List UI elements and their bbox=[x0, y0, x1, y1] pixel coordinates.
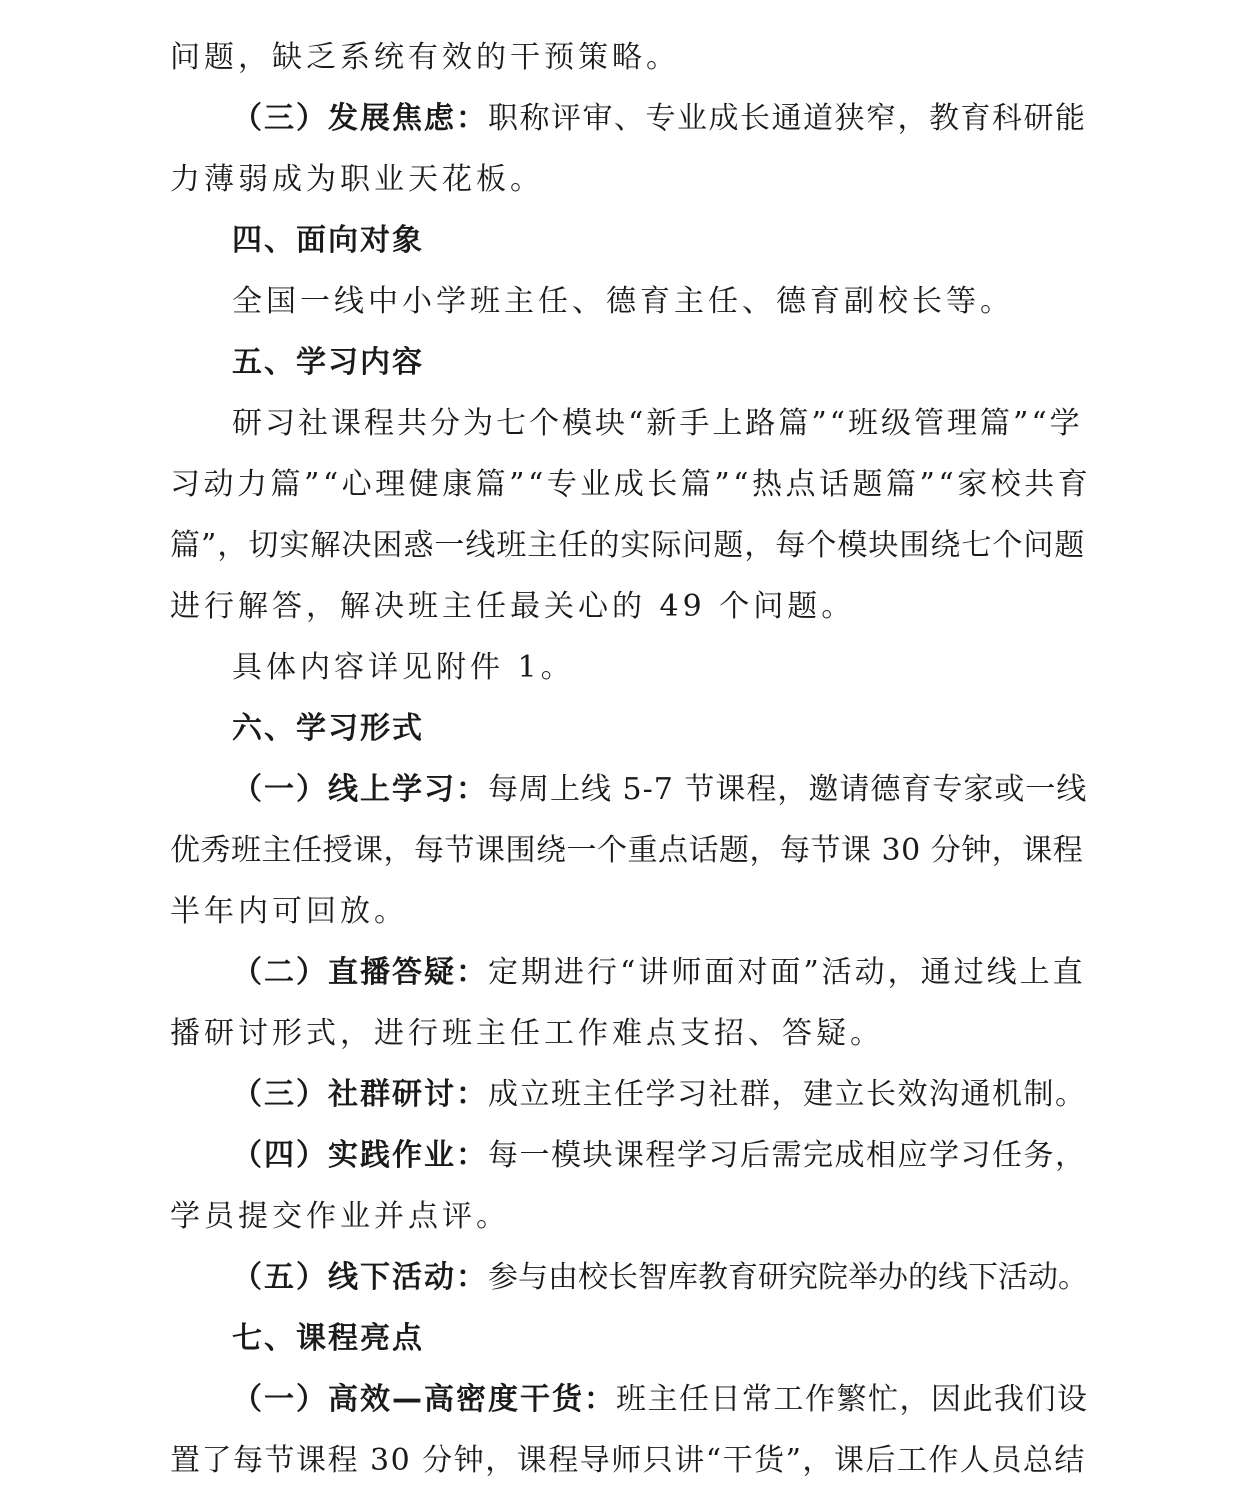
paragraph-line bbox=[170, 1194, 1090, 1240]
text: 进行解答，解决班主任最关心的 49 个问题。 bbox=[170, 589, 856, 624]
paragraph-line bbox=[170, 828, 1090, 874]
text: 播研讨形式，进行班主任工作难点支招、答疑。 bbox=[170, 1016, 884, 1051]
text: 参与由校长智库教育研究院举办的线下活动。 bbox=[488, 1260, 1088, 1295]
text: 力薄弱成为职业天花板。 bbox=[170, 162, 544, 197]
paragraph-line bbox=[232, 1072, 1090, 1118]
paragraph-line bbox=[170, 462, 1090, 508]
paragraph-line bbox=[232, 1133, 1090, 1179]
text: 职称评审、专业成长通道狭窄，教育科研能 bbox=[488, 101, 1087, 136]
text: 定期进行“讲师面对面”活动，通过线上直 bbox=[488, 955, 1086, 990]
item-label: （三）社群研讨： bbox=[232, 1077, 488, 1112]
section-heading: 七、课程亮点 bbox=[232, 1321, 424, 1356]
text: 成立班主任学习社群，建立长效沟通机制。 bbox=[488, 1077, 1087, 1112]
item-label: （二）直播答疑： bbox=[232, 955, 488, 990]
text: 半年内可回放。 bbox=[170, 894, 408, 929]
text: 具体内容详见附件 1。 bbox=[232, 650, 575, 685]
paragraph-line bbox=[170, 523, 1090, 569]
text: 每周上线 5-7 节课程，邀请德育专家或一线 bbox=[488, 772, 1088, 807]
paragraph-line bbox=[170, 1438, 1090, 1484]
paragraph-line bbox=[170, 35, 1090, 81]
section-heading: 四、面向对象 bbox=[232, 223, 424, 258]
item-label: （五）线下活动： bbox=[232, 1260, 488, 1295]
text: 每一模块课程学习后需完成相应学习任务， bbox=[488, 1138, 1087, 1173]
paragraph-line bbox=[232, 767, 1090, 813]
paragraph-line bbox=[232, 1255, 1090, 1301]
paragraph-line bbox=[170, 889, 1090, 935]
paragraph-line bbox=[232, 279, 1090, 325]
paragraph-line bbox=[170, 1011, 1090, 1057]
text: 全国一线中小学班主任、德育主任、德育副校长等。 bbox=[232, 284, 1014, 319]
item-label: （一）高效—高密度干货： bbox=[232, 1382, 616, 1417]
section-heading: 五、学习内容 bbox=[232, 345, 424, 380]
paragraph-line bbox=[232, 401, 1090, 447]
text: 问题，缺乏系统有效的干预策略。 bbox=[170, 40, 680, 75]
item-label: （四）实践作业： bbox=[232, 1138, 488, 1173]
paragraph-line bbox=[232, 96, 1090, 142]
section-heading: 六、学习形式 bbox=[232, 711, 424, 746]
text: 优秀班主任授课，每节课围绕一个重点话题，每节课 30 分钟，课程 bbox=[170, 833, 1084, 868]
item-label: （三）发展焦虑： bbox=[232, 101, 488, 136]
text: 习动力篇”“心理健康篇”“专业成长篇”“热点话题篇”“家校共育 bbox=[170, 467, 1092, 502]
paragraph-line bbox=[232, 950, 1090, 996]
text: 班主任日常工作繁忙，因此我们设 bbox=[616, 1382, 1089, 1417]
text: 学员提交作业并点评。 bbox=[170, 1199, 510, 1234]
paragraph-line bbox=[232, 1377, 1090, 1423]
paragraph-line bbox=[170, 584, 1090, 630]
text: 置了每节课程 30 分钟，课程导师只讲“干货”，课后工作人员总结 bbox=[170, 1443, 1086, 1478]
item-label: （一）线上学习： bbox=[232, 772, 488, 807]
text: 篇”，切实解决困惑一线班主任的实际问题，每个模块围绕七个问题 bbox=[170, 528, 1086, 563]
text: 研习社课程共分为七个模块“新手上路篇”“班级管理篇”“学 bbox=[232, 406, 1083, 441]
paragraph-line bbox=[170, 157, 1090, 203]
paragraph-line bbox=[232, 645, 1090, 691]
